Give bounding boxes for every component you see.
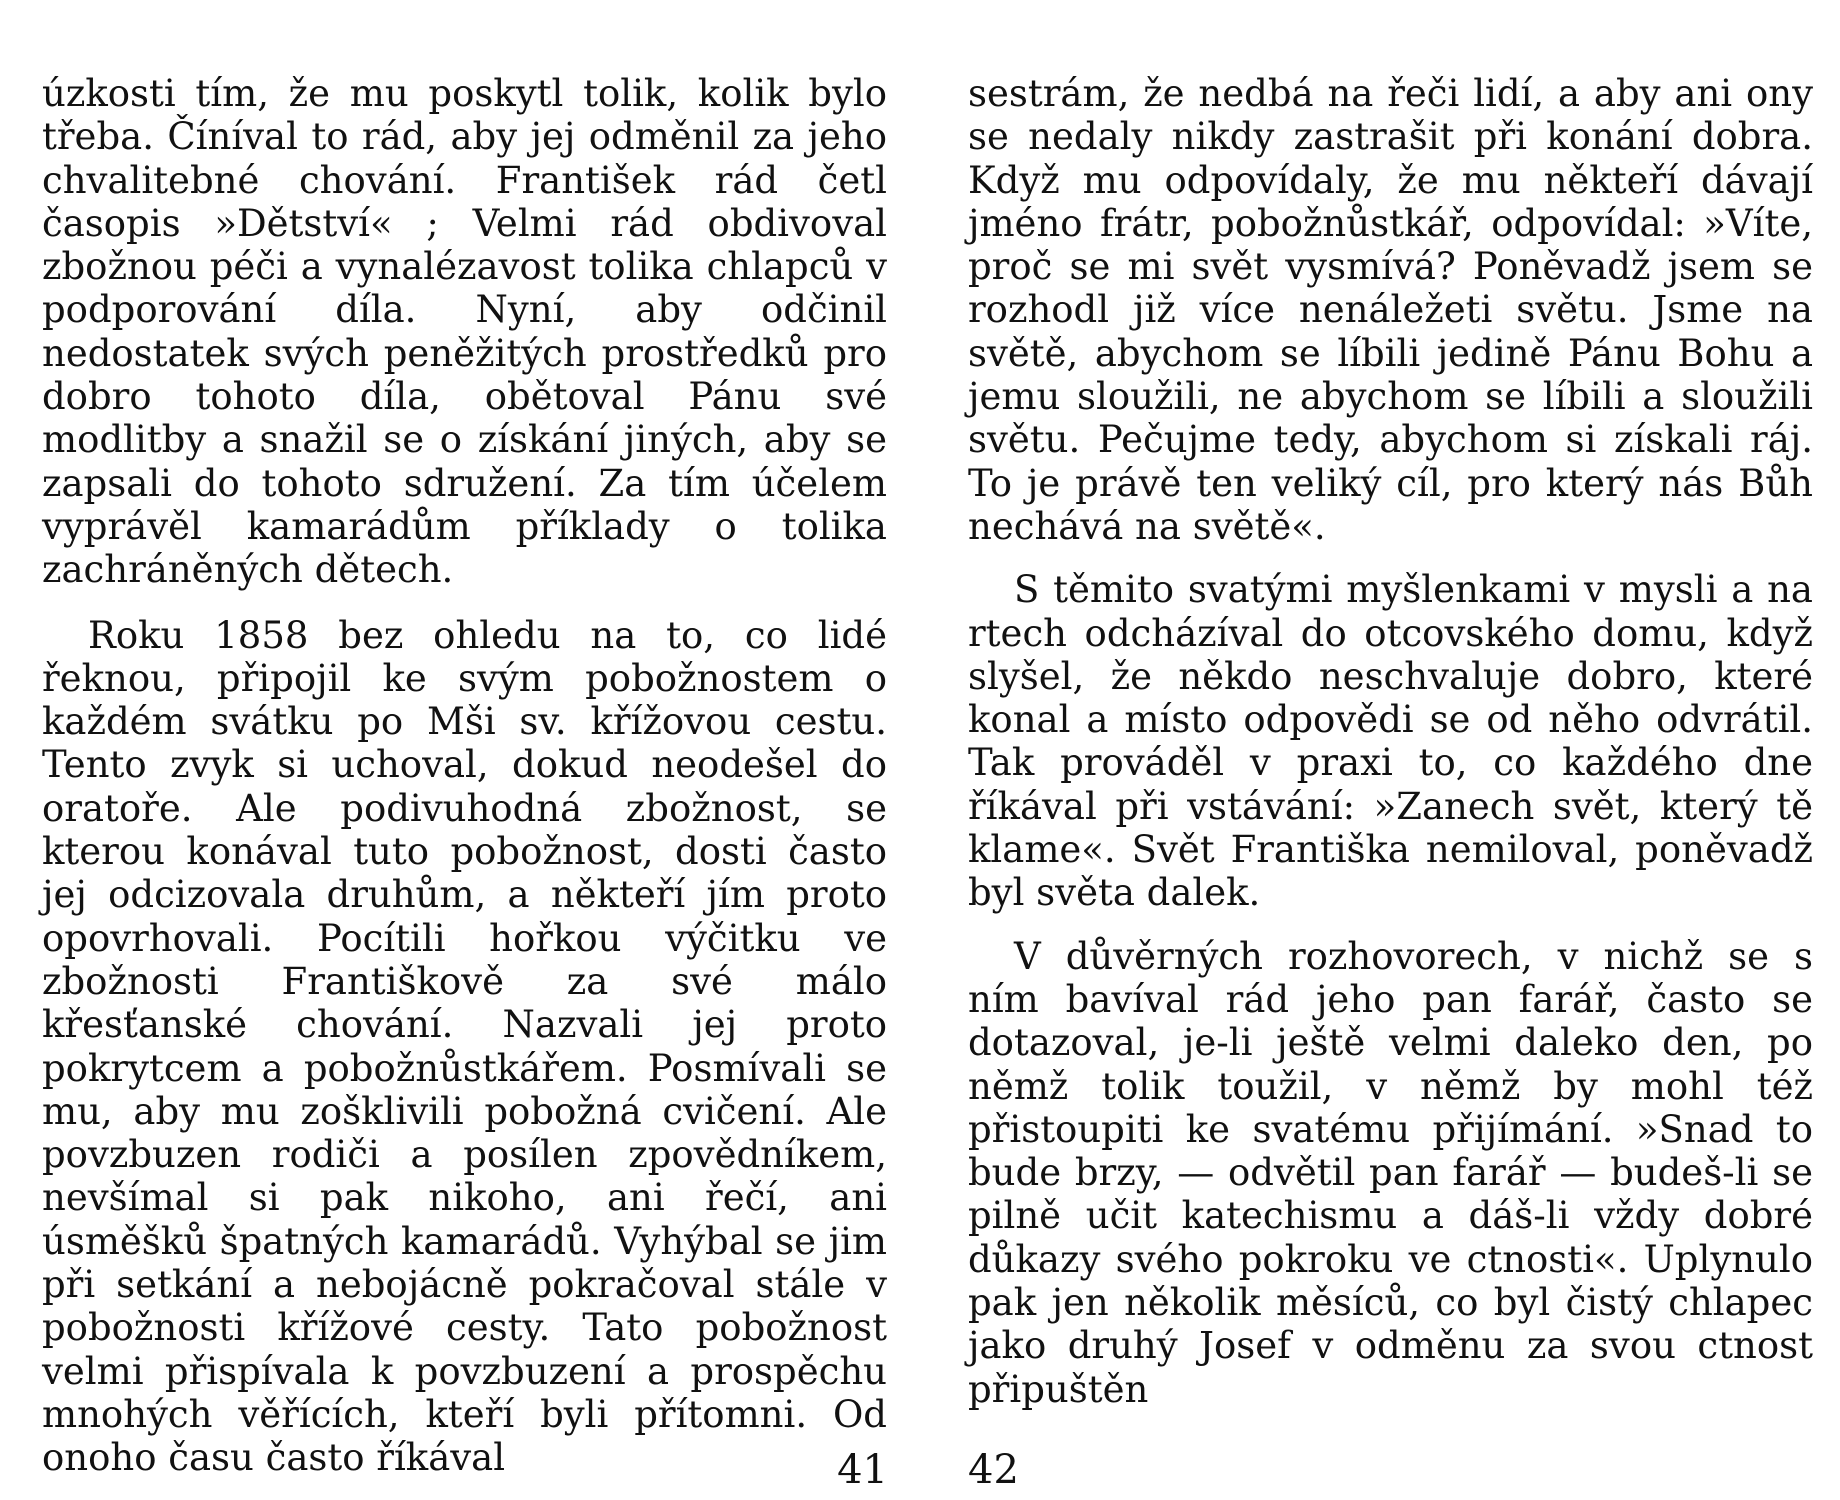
right-page	[968, 72, 1813, 1411]
left-paragraph-2: Roku 1858 bez ohledu na to, co lidé řeknou, připojil ke svým pobožnostem o každém svátku po Mši sv. křížovou cestu. Tento zvyk si uchoval, dokud neodešel do oratoře. Ale podivuhodná zbožnost, se kterou konával tuto pobožnost, dosti často jej odcizovala druhům, a někteří jím proto opovrhovali. Pocítili hořkou výčitku ve zbožnosti Františkově za své málo křesťanské chování. Nazvali jej proto pokrytcem a pobožnůstkářem. Posmívali se mu, aby mu zošklivili pobožná cvičení. Ale povzbuzen rodiči a posílen zpovědníkem, nevšímal si pak nikoho, ani řečí, ani úsměšků špatných kamarádů. Vyhýbal se jim při setkání a nebojácně pokračoval stále v pobožnosti křížové cesty. Tato pobožnost velmi přispívala k povzbuzení a prospěchu mnohých věřících, kteří byli přítomni. Od onoho času často říkával	[42, 613, 887, 1480]
right-page-number: 42	[968, 1447, 1019, 1493]
left-page-number: 41	[837, 1447, 888, 1493]
right-paragraph-2: S těmito svatými myšlenkami v mysli a na rtech odcházíval do otcovského domu, když slyšel, že někdo neschvaluje dobro, které konal a místo odpovědi se od něho odvrátil. Tak prováděl v praxi to, co každého dne říkával při vstávání: »Zanech svět, který tě klame«. Svět Františka nemiloval, poněvadž byl světa dalek.	[968, 568, 1813, 915]
left-paragraph-1: úzkosti tím, že mu poskytl tolik, kolik bylo třeba. Číníval to rád, aby jej odměnil za jeho chvalitebné chování. František rád četl časopis »Dětství« ; Velmi rád obdivoval zbožnou péči a vynalézavost tolika chlapců v podporování díla. Nyní, aby odčinil nedostatek svých peněžitých prostředků pro dobro tohoto díla, obětoval Pánu své modlitby a snažil se o získání jiných, aby se zapsali do tohoto sdružení. Za tím účelem vyprávěl kamarádům příklady o tolika zachráněných dětech.	[42, 72, 887, 592]
right-paragraph-3: V důvěrných rozhovorech, v nichž se s ním bavíval rád jeho pan farář, často se dotazoval, je-li ještě velmi daleko den, po němž tolik toužil, v němž by mohl též přistoupiti ke svatému přijímání. »Snad to bude brzy, — odvětil pan farář — budeš-li se pilně učit katechismu a dáš-li vždy dobré důkazy svého pokroku ve ctnosti«. Uplynulo pak jen několik měsíců, co byl čistý chlapec jako druhý Josef v odměnu za svou ctnost připuštěn	[968, 934, 1813, 1411]
left-page	[42, 72, 887, 1480]
right-paragraph-1: sestrám, že nedbá na řeči lidí, a aby ani ony se nedaly nikdy zastrašit při konání dobra. Když mu odpovídaly, že mu někteří dávají jméno frátr, pobožnůstkář, odpovídal: »Víte, proč se mi svět vysmívá? Poněvadž jsem se rozhodl již více nenáležeti světu. Jsme na světě, abychom se líbili jedině Pánu Bohu a jemu sloužili, ne abychom se líbili a sloužili světu. Pečujme tedy, abychom si získali ráj. To je právě ten veliký cíl, pro který nás Bůh nechává na světě«.	[968, 72, 1813, 548]
